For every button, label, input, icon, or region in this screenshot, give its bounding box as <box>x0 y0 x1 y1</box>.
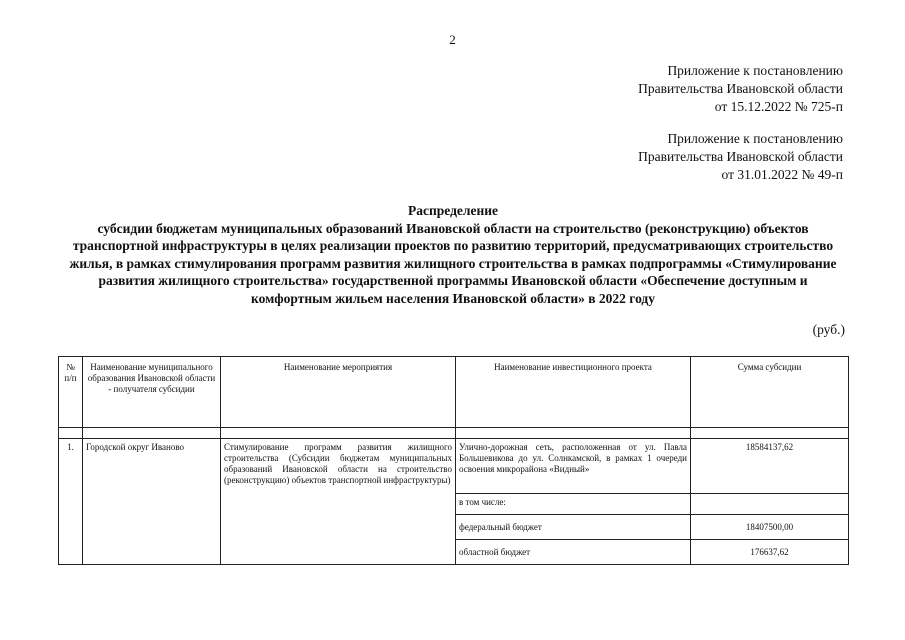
sub-row-amount: 176637,62 <box>691 540 849 565</box>
row-project: Улично-дорожная сеть, расположенная от ул. Павла Большевикова до ул. Солнкамской, в рамках 1 очереди освоения микрорайона «Видный» <box>456 439 691 494</box>
appendix-line: Правительства Ивановской области <box>638 81 843 96</box>
header-num: № п/п <box>59 357 83 428</box>
table-row <box>59 439 849 494</box>
table-header-row <box>59 357 849 428</box>
sub-row-amount <box>691 494 849 515</box>
appendix-line: Приложение к постановлению <box>667 131 843 146</box>
row-municipality: Городской округ Иваново <box>83 439 221 565</box>
title-body: субсидии бюджетам муниципальных образований Ивановской области на строительство (реконструкцию) объектов транспортной инфраструктуры в целях реализации проектов по развитию территорий, предусматривающих строительство жилья, в рамках стимулирования программ развития жилищного строительства в рамках подпрограммы «Стимулирование развития жилищного строительства» государственной программы Ивановской области «Обеспечение доступным и комфортным жильем населения Ивановской области» в 2022 году <box>69 220 837 306</box>
appendix-line: от 31.01.2022 № 49-п <box>721 167 843 182</box>
sub-row-label: федеральный бюджет <box>456 515 691 540</box>
row-num: 1. <box>59 439 83 565</box>
sub-row-label: областной бюджет <box>456 540 691 565</box>
sub-row-amount: 18407500,00 <box>691 515 849 540</box>
document-title <box>58 202 848 307</box>
currency-unit: (руб.) <box>812 322 845 337</box>
appendix-line: от 15.12.2022 № 725-п <box>714 99 843 114</box>
sub-row-label: в том числе: <box>456 494 691 515</box>
row-event: Стимулирование программ развития жилищного строительства (Субсидии бюджетам муниципальных образований Ивановской области на строительство (реконструкцию) объектов транспортной инфраструктуры) <box>221 439 456 565</box>
page-number: 2 <box>449 32 456 47</box>
appendix-block-1 <box>638 62 843 116</box>
appendix-line: Правительства Ивановской области <box>638 149 843 164</box>
title-heading: Распределение <box>407 203 499 218</box>
header-amount: Сумма субсидии <box>691 357 849 428</box>
row-amount: 18584137,62 <box>691 439 849 494</box>
table-spacer-row <box>59 428 849 439</box>
appendix-line: Приложение к постановлению <box>667 63 843 78</box>
header-project: Наименование инвестиционного проекта <box>456 357 691 428</box>
distribution-table <box>58 356 849 565</box>
header-municipality: Наименование муниципального образования Ивановской области - получателя субсидии <box>83 357 221 428</box>
header-event: Наименование мероприятия <box>221 357 456 428</box>
appendix-block-2 <box>638 130 843 184</box>
